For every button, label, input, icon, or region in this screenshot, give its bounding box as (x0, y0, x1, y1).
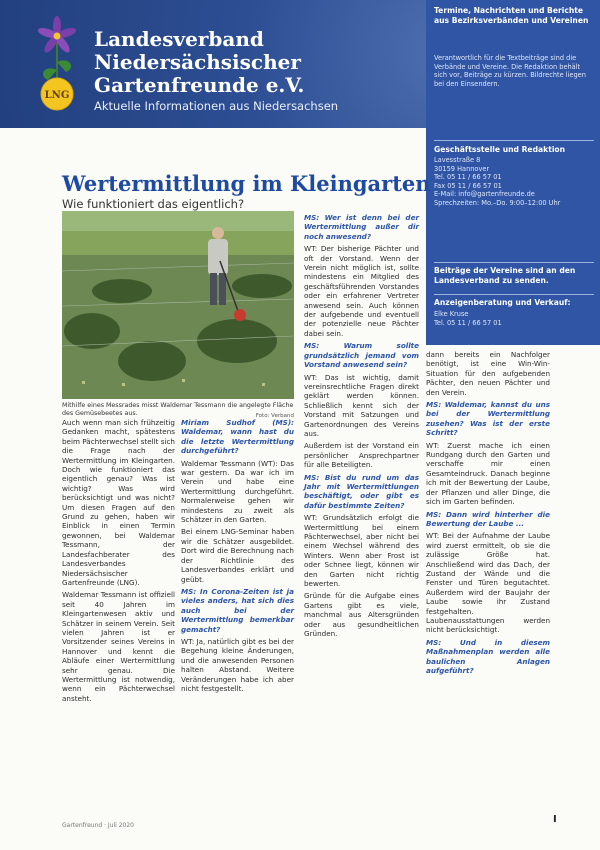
photo-credit: Foto: Verband (255, 413, 294, 419)
info-heading: Termine, Nachrichten und Berichte aus Bezirksverbänden und Vereinen (434, 6, 589, 25)
info-divider (434, 262, 594, 263)
office-address (434, 156, 594, 208)
office-line: Sprechzeiten: Mo.–Do. 9:00–12:00 Uhr (434, 198, 561, 207)
office-line: Fax 05 11 / 66 57 01 (434, 181, 502, 190)
info-text: Verantwortlich für die Textbeiträge sind die Verbände und Vereine. Die Redaktion behält sich vor, Beiträge zu kürzen. Bildrechte liegen bei den Einsendern. (434, 54, 586, 88)
paragraph: Gründe für die Aufgabe eines Gartens gibt es viele, manchmal aus Altersgründen oder aus gesundheitlichen Gründen. (304, 591, 419, 639)
interview-question: Miriam Sudhof (MS): Waldemar, wann hast du die letzte Wertermittlung durchgeführt? (181, 418, 294, 456)
header-subtitle: Aktuelle Informationen aus Niedersachsen (94, 99, 339, 113)
info-divider (434, 140, 594, 141)
logo-text: LNG (44, 90, 70, 101)
article-column-2 (181, 418, 294, 696)
office-line: Tel. 05 11 / 66 57 01 (434, 173, 502, 182)
office-line: Lavesstraße 8 (434, 156, 481, 164)
article-headline: Wertermittlung im Kleingarten (62, 171, 431, 196)
info-divider (434, 294, 594, 295)
info-sidebar (426, 0, 600, 345)
article-subheading: Wie funktioniert das eigentlich? (62, 197, 245, 211)
ads-contact (434, 310, 594, 327)
title-line: Niedersächsischer (94, 50, 301, 74)
garden-photo (62, 211, 294, 399)
paragraph: WT: Ja, natürlich gibt es bei der Begehung kleine Änderungen, und die anwesenden Personen halten Abstand. Weitere Veränderungen habe ich aber nicht festgestellt. (181, 636, 294, 693)
paragraph: dann bereits ein Nachfolger benötigt, ist eine Win-Win-Situation für den aufgebenden Pächter, den neuen Pächter und den Verein. (426, 350, 550, 397)
interview-question: MS: Dann wird hinterher die Bewertung der Laube ... (426, 509, 550, 528)
interview-question: MS: Bist du rund um das Jahr mit Wertermittlungen beschäftigt, oder gibt es dafür bestimmte Zeiten? (304, 472, 419, 510)
paragraph: WT: Grundsätzlich erfolgt die Wertermittlung bei einem Pächterwechsel, aber nicht bei einem Wechsel während des Winters. Wenn aber Frost ist oder Schnee liegt, können wir den Garten nicht richtig bewerten. (304, 513, 419, 589)
caption-text: Mithilfe eines Messrades misst Waldemar Tessmann die angelegte Fläche des Gemüsebeetes aus. (62, 402, 294, 417)
organization-name (94, 28, 424, 97)
paragraph: Waldemar Tessmann (WT): Das war gestern. Da war ich im Verein und habe eine Wertermittlung durchgeführt. Normalerweise gehen wir mindestens zu zweit als Schätzer in den Garten. (181, 458, 294, 525)
interview-question: MS: Waldemar, kannst du uns bei der Wertermittlung zusehen? Was ist der erste Schritt? (426, 400, 550, 438)
ads-line: Tel. 05 11 / 66 57 01 (434, 318, 502, 327)
interview-question: MS: Wer ist denn bei der Wertermittlung außer dir noch anwesend? (304, 213, 419, 241)
interview-question: MS: Und in diesem Maßnahmenplan werden alle baulichen Anlagen aufgeführt? (426, 637, 550, 675)
title-line: Gartenfreunde e.V. (94, 73, 305, 97)
ads-heading: Anzeigenberatung und Verkauf: (434, 298, 571, 307)
paragraph: Waldemar Tessmann ist offiziell seit 40 Jahren im Kleingartenwesen aktiv und Schätzer in seinem Verein. Seit vielen Jahren ist er Vorsitzender seines Vereins in Hannover und kennt die Abläufe einer Wertermittlung sehr genau. Die Wertermittlung ist notwendig, wenn ein Pächterwechsel ansteht. (62, 590, 175, 703)
article-column-3 (304, 213, 419, 641)
paragraph: Bei einem LNG-Seminar haben wir die Schätzer ausgebildet. Dort wird die Berechnung nach der Richtlinie des Landesverbandes erklärt und geübt. (181, 527, 294, 584)
office-line: E-Mail: info@gartenfreunde.de (434, 190, 535, 199)
title-line: Landesverband (94, 27, 264, 51)
page-number: I (553, 814, 557, 825)
photo-caption (62, 402, 294, 418)
article-column-4 (426, 350, 550, 678)
interview-question: MS: In Corona-Zeiten ist ja vieles anders, hat sich dies auch bei der Wertermittlung bemerkbar gemacht? (181, 586, 294, 634)
lng-logo-icon (26, 10, 88, 114)
office-line: 30159 Hannover (434, 164, 490, 173)
ads-line: Elke Kruse (434, 310, 469, 318)
deadline-note: Beiträge der Vereine sind an den Landesverband zu senden. (434, 266, 576, 285)
paragraph: Auch wenn man sich frühzeitig Gedanken macht, spätestens beim Pächterwechsel stellt sich die Frage nach der Wertermittlung im Kleingarten. Doch wie funktioniert das eigentlich genau? Was ist wichtig? Was wird berücksichtigt und was nicht? Um diesen Fragen auf den Grund zu gehen, haben wir Einblick in einen Termin gewonnen, bei Waldemar Tessmann, der Landesfachberater des Landesverbandes Niedersächsischer Gartenfreunde (LNG). (62, 418, 175, 587)
office-heading: Geschäftsstelle und Redaktion (434, 145, 566, 154)
paragraph: WT: Zuerst mache ich einen Rundgang durch den Garten und verschaffe mir einen Gesamteindruck. Danach beginne ich mit der Bewertung der Laube, der Pflanzen und aller Dinge, die sich im Garten befinden. (426, 440, 550, 507)
article-column-1 (62, 418, 175, 706)
paragraph: WT: Das ist wichtig, damit vereinsrechtliche Fragen direkt geklärt werden können. Schließlich kennt sich der Vorstand mit Satzungen und Gartenordnungen des Vereins aus. (304, 372, 419, 438)
interview-question: MS: Warum sollte grundsätzlich jemand vom Vorstand anwesend sein? (304, 341, 419, 370)
footer-text: Gartenfreund · Juli 2020 (62, 822, 134, 829)
paragraph: Außerdem ist der Vorstand ein persönlicher Ansprechpartner für alle Beteiligten. (304, 441, 419, 470)
paragraph: WT: Bei der Aufnahme der Laube wird zuerst ermittelt, ob sie die zulässige Größe hat. Anschließend wird das Dach, der Zustand der Wände und die Fenster und Türen begutachtet. Außerdem wird der Baujahr der Laube sowie ihr Zustand festgehalten. Laubenausstattungen werden nicht berücksichtigt. (426, 531, 550, 635)
paragraph: WT: Der bisherige Pächter und oft der Vorstand. Wenn der Verein nicht möglich ist, sollte mindestens ein Mitglied des geschäftsführenden Vorstandes oder ein erfahrener Vertreter anwesend sein. Auch können der aufgebende und eventuell der potenzielle neue Pächter dabei sein. (304, 244, 419, 338)
